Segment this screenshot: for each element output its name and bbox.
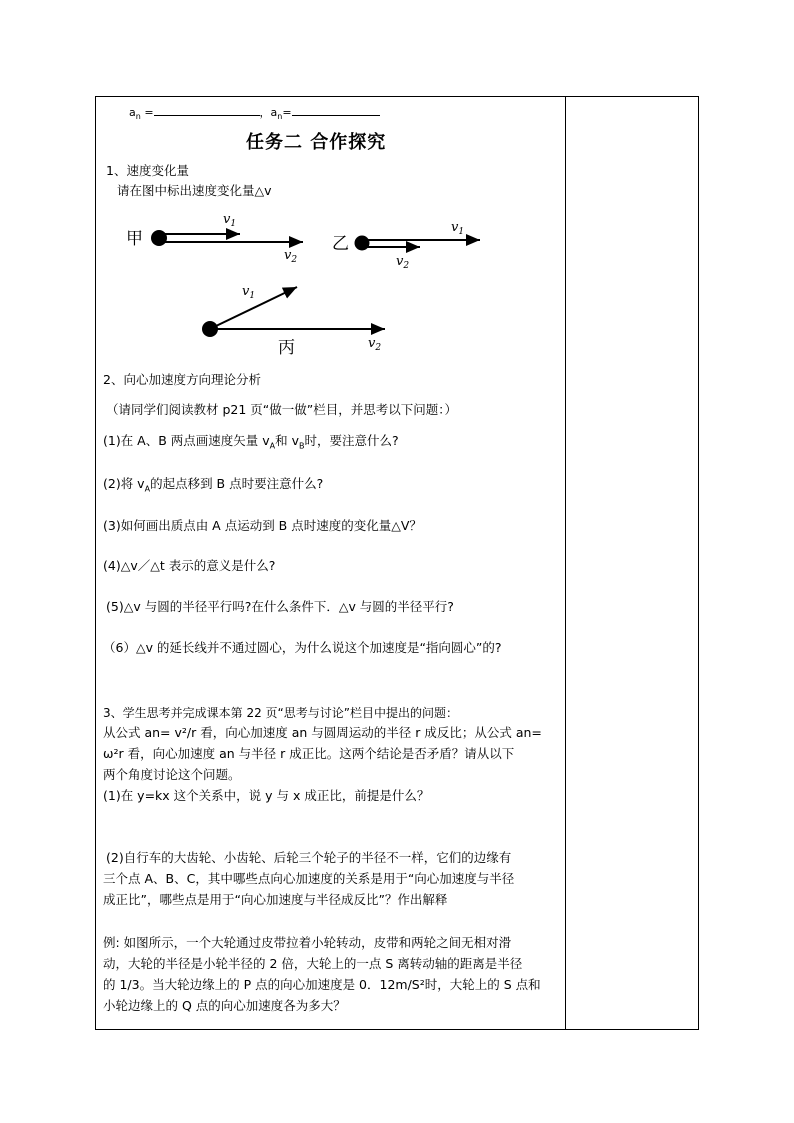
- section2-heading: 2、向心加速度方向理论分析: [103, 372, 261, 387]
- label-jia-v2: $v_2$: [284, 248, 298, 265]
- point-bing: [202, 321, 218, 337]
- question-2-2: (2)将 $v_A$的起点移到 B 点时要注意什么?: [103, 476, 324, 494]
- blank-2[interactable]: [292, 103, 380, 116]
- example-line4: 小轮边缘上的 Q 点的向心加速度各为多大？: [103, 998, 346, 1013]
- an-eq-1: =: [140, 106, 154, 119]
- label-jia-v1: $v_1$: [223, 212, 237, 229]
- section3-line2: ω²r 看，向心加速度 an 与半径 r 成正比。这两个结论是否矛盾？请从以下: [103, 746, 515, 761]
- arrow-bing-v1: [216, 287, 297, 326]
- label-yi: 乙: [332, 234, 349, 254]
- page-title: 任务二 合作探究: [246, 132, 387, 153]
- section3-question-2-line2: 三个点 A、B、C，其中哪些点向心加速度的关系是用于“向心加速度与半径: [103, 871, 515, 886]
- point-yi: [355, 236, 370, 251]
- an-sub-1: n: [135, 112, 141, 122]
- question-2-4: (4)△v／△t 表示的意义是什么?: [103, 558, 276, 573]
- label-yi-v2: $v_2$: [396, 254, 410, 271]
- section2-intro: （请同学们阅读教材 p21 页“做一做”栏目，并思考以下问题：）: [106, 402, 457, 417]
- section3-line3: 两个角度讨论这个问题。: [103, 767, 241, 782]
- section3-heading: 3、学生思考并完成课本第 22 页“思考与讨论”栏目中提出的问题：: [103, 706, 458, 720]
- section3-question-2-line3: 成正比”，哪些点是用于“向心加速度与半径成反比”？作出解释: [103, 892, 448, 907]
- section3-question-2-line1: (2)自行车的大齿轮、小齿轮、后轮三个轮子的半径不一样，它们的边缘有: [106, 850, 512, 865]
- column-divider: [565, 96, 566, 1030]
- point-jia: [151, 230, 167, 246]
- label-jia: 甲: [126, 229, 143, 249]
- label-bing-v1: $v_1$: [242, 284, 256, 301]
- question-2-3: (3)如何画出质点由 A 点运动到 B 点时速度的变化量△V？: [103, 518, 422, 533]
- section3-line1: 从公式 an= v²/r 看，向心加速度 an 与圆周运动的半径 r 成反比；从公式 an=: [103, 725, 542, 740]
- question-2-1: (1)在 A、B 两点画速度矢量 $v_A$和 $v_B$时，要注意什么?: [103, 433, 399, 451]
- section1-instruction: 请在图中标出速度变化量△v: [117, 183, 272, 198]
- example-line3: 的 1/3。当大轮边缘上的 P 点的向心加速度是 0．12m/S²时，大轮上的 S 点和: [103, 977, 541, 992]
- an-sub-2: n: [277, 112, 283, 122]
- an-eq-2: =: [282, 106, 292, 119]
- question-2-6: （6）△v 的延长线并不通过圆心，为什么说这个加速度是“指向圆心”的?: [103, 640, 502, 655]
- example-line1: 例: 如图所示，一个大轮通过皮带拉着小轮转动，皮带和两轮之间无相对滑: [103, 935, 512, 950]
- label-bing: 丙: [278, 338, 295, 358]
- blank-1[interactable]: [154, 103, 260, 116]
- velocity-figure: [120, 205, 500, 360]
- separator: ，: [259, 106, 271, 119]
- an-formula-line: [129, 103, 380, 125]
- label-bing-v2: $v_2$: [368, 336, 382, 353]
- an-symbol-2: a: [270, 106, 278, 119]
- section1-heading: 1、速度变化量: [106, 163, 189, 178]
- label-yi-v1: $v_1$: [451, 220, 465, 237]
- example-line2: 动，大轮的半径是小轮半径的 2 倍，大轮上的一点 S 离转动轴的距离是半径: [103, 956, 523, 971]
- question-2-5: (5)△v 与圆的半径平行吗?在什么条件下．△v 与圆的半径平行?: [106, 599, 454, 614]
- an-symbol-1: a: [129, 106, 136, 119]
- section3-question-1: (1)在 y=kx 这个关系中，说 y 与 x 成正比，前提是什么？: [103, 788, 430, 803]
